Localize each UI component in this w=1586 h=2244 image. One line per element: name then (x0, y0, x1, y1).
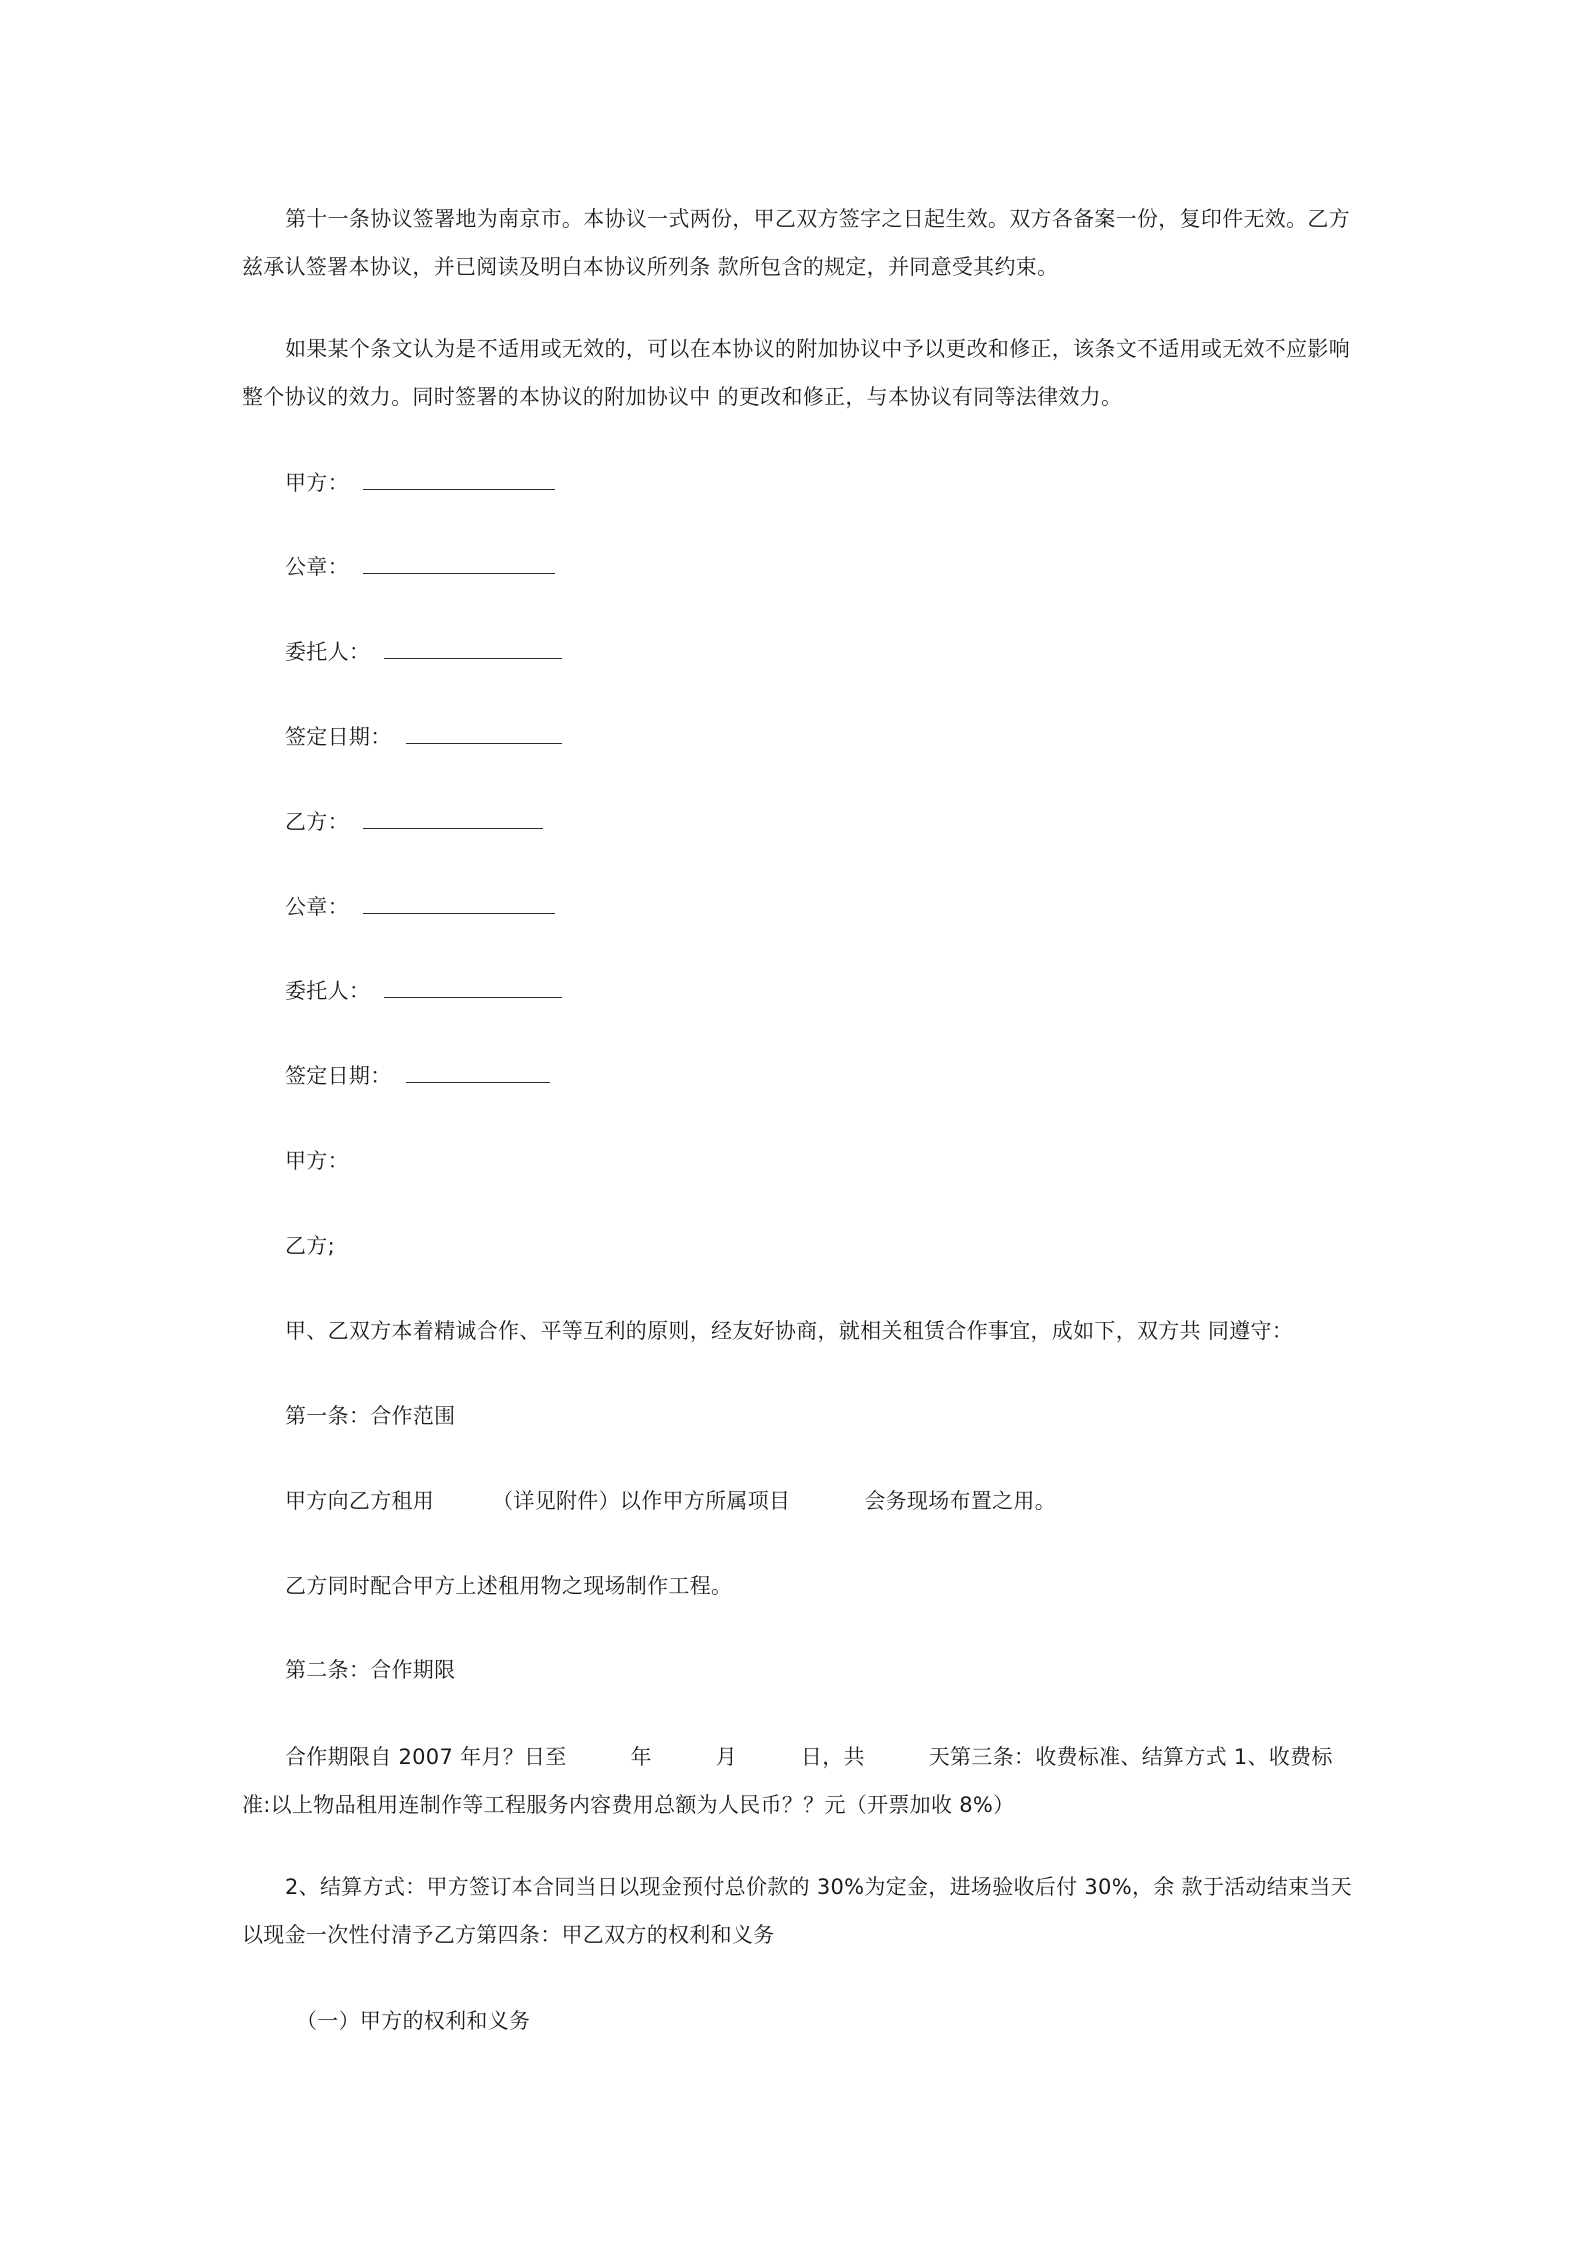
signature-agent-b-label: 委托人： (285, 979, 371, 1003)
signature-line (406, 1062, 550, 1083)
article-1-title: 第一条：合作范围 (285, 1404, 456, 1428)
signature-date-a (285, 722, 562, 752)
signature-line (384, 638, 562, 659)
settlement-text: 2、结算方式：甲方签订本合同当日以现金预付总价款的 30%为定金，进场验收后付 30%，余 款于活动结束当天以现金一次性付清予乙方第四条：甲乙双方的权利和义务 (242, 1875, 1352, 1947)
article-1-text-2: 乙方同时配合甲方上述租用物之现场制作工程。 (285, 1574, 733, 1598)
section-a-title: （一）甲方的权利和义务 (296, 2009, 531, 2033)
signature-date-b (285, 1061, 550, 1091)
signature-line (384, 977, 562, 998)
article-1-text-a: 甲方向乙方租用 (285, 1489, 435, 1513)
paragraph-article-11: 第十一条协议签署地为南京市。本协议一式两份，甲乙双方签字之日起生效。双方各备案一份，复印件无效。乙方兹承认签署本协议，并已阅读及明白本协议所列条 款所包含的规定，并同意受其约束。 (242, 207, 1350, 279)
signature-date-a-label: 签定日期： (285, 725, 392, 749)
signature-line (363, 553, 555, 574)
signature-party-b (285, 807, 543, 837)
paragraph-invalid-clause: 如果某个条文认为是不适用或无效的，可以在本协议的附加协议中予以更改和修正，该条文不适用或无效不应影响整个协议的效力。同时签署的本协议的附加协议中 的更改和修正，与本协议有同等法律效力。 (242, 337, 1350, 409)
article-2-text: 合作期限自 2007 年月？日至 年 月 日，共 天第三条：收费标准、结算方式 1、收费标准:以上物品租用连制作等工程服务内容费用总额为人民币？？元（开票加收 8%） (242, 1745, 1333, 1817)
signature-line (363, 893, 555, 914)
preamble: 甲、乙双方本着精诚合作、平等互利的原则，经友好协商，就相关租赁合作事宜，成如下，双方共 同遵守： (285, 1319, 1294, 1343)
signature-agent-a (285, 637, 562, 667)
article-1-text-c: 会务现场布置之用。 (864, 1489, 1057, 1513)
signature-date-b-label: 签定日期： (285, 1064, 392, 1088)
signature-agent-a-label: 委托人： (285, 640, 371, 664)
signature-seal-b (285, 892, 555, 922)
article-1-text (285, 1486, 1056, 1516)
signature-party-b-label: 乙方： (285, 810, 349, 834)
signature-line (363, 469, 555, 490)
party-b-label: 乙方; (285, 1234, 335, 1258)
signature-seal-a-label: 公章： (285, 555, 349, 579)
article-1-text-b: （详见附件）以作甲方所属项目 (492, 1489, 791, 1513)
signature-party-a (285, 468, 555, 498)
article-2-title: 第二条：合作期限 (285, 1658, 456, 1682)
signature-line (363, 808, 543, 829)
signature-party-a-label: 甲方： (285, 471, 349, 495)
signature-line (406, 723, 562, 744)
party-a-label: 甲方： (285, 1149, 349, 1173)
signature-seal-a (285, 552, 555, 582)
signature-seal-b-label: 公章： (285, 895, 349, 919)
signature-agent-b (285, 976, 562, 1006)
